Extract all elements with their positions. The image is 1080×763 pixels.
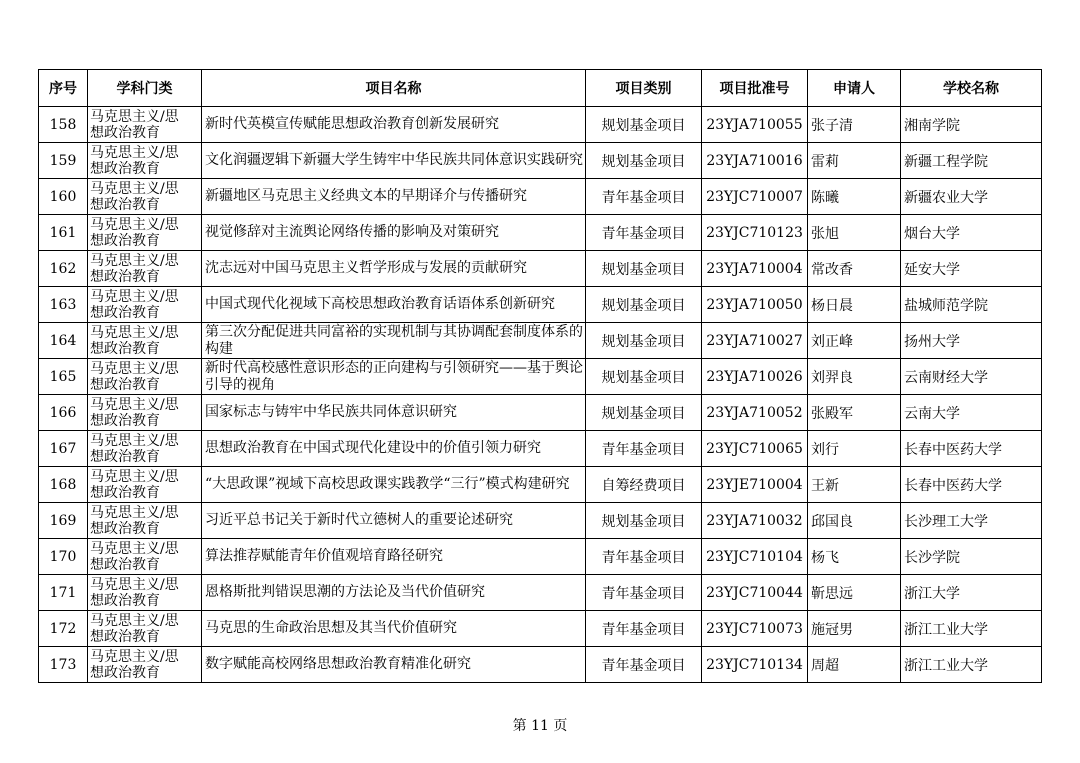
project-name: 习近平总书记关于新时代立德树人的重要论述研究 [202,503,586,539]
subject-line-1: 马克思主义/思 [90,360,179,377]
subject-category [88,431,202,467]
subject-line-2: 想政治教育 [90,484,160,501]
header-applicant: 申请人 [808,70,901,107]
approval-code: 23YJA710050 [702,287,808,323]
school-name: 扬州大学 [901,323,1042,359]
header-school: 学校名称 [901,70,1042,107]
row-number: 165 [39,359,88,395]
subject-category [88,395,202,431]
applicant: 张殿军 [808,395,901,431]
approval-code: 23YJC710007 [702,179,808,215]
project-type: 青年基金项目 [586,575,702,611]
table-row [39,647,1042,683]
applicant: 陈曦 [808,179,901,215]
applicant: 施冠男 [808,611,901,647]
school-name: 云南财经大学 [901,359,1042,395]
table-header-row [39,70,1042,107]
subject-line-2: 想政治教育 [90,268,160,285]
subject-line-1: 马克思主义/思 [90,612,179,629]
subject-line-2: 想政治教育 [90,628,160,645]
project-name: 新时代高校感性意识形态的正向建构与引领研究——基于舆论引导的视角 [202,359,586,395]
subject-line-1: 马克思主义/思 [90,144,179,161]
subject-line-2: 想政治教育 [90,160,160,177]
school-name: 长春中医药大学 [901,431,1042,467]
applicant: 王新 [808,467,901,503]
table-row [39,287,1042,323]
applicant: 杨日晨 [808,287,901,323]
table-body [39,107,1042,683]
approval-code: 23YJA710052 [702,395,808,431]
approval-code: 23YJC710104 [702,539,808,575]
school-name: 长沙学院 [901,539,1042,575]
subject-line-2: 想政治教育 [90,304,160,321]
header-project-name: 项目名称 [202,70,586,107]
project-type: 规划基金项目 [586,107,702,143]
subject-category [88,143,202,179]
row-number: 173 [39,647,88,683]
project-type: 规划基金项目 [586,287,702,323]
subject-category [88,503,202,539]
subject-category [88,647,202,683]
subject-category [88,575,202,611]
subject-line-2: 想政治教育 [90,232,160,249]
subject-category [88,323,202,359]
subject-line-1: 马克思主义/思 [90,180,179,197]
subject-category [88,611,202,647]
table-row [39,215,1042,251]
subject-category [88,179,202,215]
row-number: 158 [39,107,88,143]
row-number: 163 [39,287,88,323]
applicant: 杨飞 [808,539,901,575]
subject-category [88,539,202,575]
project-name: 思想政治教育在中国式现代化建设中的价值引领力研究 [202,431,586,467]
school-name: 云南大学 [901,395,1042,431]
project-type: 规划基金项目 [586,143,702,179]
table-row [39,467,1042,503]
applicant: 雷莉 [808,143,901,179]
approval-code: 23YJE710004 [702,467,808,503]
applicant: 张旭 [808,215,901,251]
row-number: 166 [39,395,88,431]
subject-line-1: 马克思主义/思 [90,216,179,233]
subject-category [88,467,202,503]
project-name: “大思政课”视域下高校思政课实践教学“三行”模式构建研究 [202,467,586,503]
project-type: 规划基金项目 [586,395,702,431]
row-number: 160 [39,179,88,215]
approval-code: 23YJC710123 [702,215,808,251]
table-row [39,575,1042,611]
project-type: 规划基金项目 [586,251,702,287]
table-row [39,431,1042,467]
subject-line-2: 想政治教育 [90,664,160,681]
project-type: 青年基金项目 [586,539,702,575]
table-row [39,107,1042,143]
applicant: 刘正峰 [808,323,901,359]
approval-code: 23YJC710134 [702,647,808,683]
applicant: 邱国良 [808,503,901,539]
table-row [39,503,1042,539]
subject-line-1: 马克思主义/思 [90,540,179,557]
table-row [39,359,1042,395]
subject-line-2: 想政治教育 [90,124,160,141]
school-name: 延安大学 [901,251,1042,287]
row-number: 159 [39,143,88,179]
subject-line-1: 马克思主义/思 [90,252,179,269]
school-name: 长沙理工大学 [901,503,1042,539]
subject-line-1: 马克思主义/思 [90,504,179,521]
school-name: 浙江工业大学 [901,611,1042,647]
approval-code: 23YJA710016 [702,143,808,179]
row-number: 168 [39,467,88,503]
subject-line-1: 马克思主义/思 [90,648,179,665]
project-type: 青年基金项目 [586,179,702,215]
applicant: 靳思远 [808,575,901,611]
subject-line-2: 想政治教育 [90,592,160,609]
school-name: 新疆农业大学 [901,179,1042,215]
project-name: 第三次分配促进共同富裕的实现机制与其协调配套制度体系的构建 [202,323,586,359]
project-type: 规划基金项目 [586,359,702,395]
project-name: 马克思的生命政治思想及其当代价值研究 [202,611,586,647]
row-number: 172 [39,611,88,647]
subject-line-1: 马克思主义/思 [90,432,179,449]
subject-line-2: 想政治教育 [90,448,160,465]
table-row [39,539,1042,575]
project-type: 青年基金项目 [586,647,702,683]
project-name: 国家标志与铸牢中华民族共同体意识研究 [202,395,586,431]
school-name: 长春中医药大学 [901,467,1042,503]
project-name: 中国式现代化视域下高校思想政治教育话语体系创新研究 [202,287,586,323]
school-name: 新疆工程学院 [901,143,1042,179]
project-type: 自筹经费项目 [586,467,702,503]
row-number: 167 [39,431,88,467]
school-name: 浙江工业大学 [901,647,1042,683]
table-row [39,611,1042,647]
subject-line-1: 马克思主义/思 [90,576,179,593]
project-table [38,69,1042,683]
subject-category [88,107,202,143]
approval-code: 23YJA710004 [702,251,808,287]
row-number: 169 [39,503,88,539]
subject-line-2: 想政治教育 [90,376,160,393]
applicant: 刘行 [808,431,901,467]
row-number: 161 [39,215,88,251]
subject-line-1: 马克思主义/思 [90,396,179,413]
approval-code: 23YJA710026 [702,359,808,395]
approval-code: 23YJA710027 [702,323,808,359]
project-type: 青年基金项目 [586,215,702,251]
table-row [39,143,1042,179]
subject-line-2: 想政治教育 [90,556,160,573]
applicant: 刘羿良 [808,359,901,395]
applicant: 周超 [808,647,901,683]
subject-line-2: 想政治教育 [90,520,160,537]
table-row [39,179,1042,215]
applicant: 常改香 [808,251,901,287]
table-row [39,395,1042,431]
row-number: 171 [39,575,88,611]
subject-category [88,359,202,395]
project-type: 规划基金项目 [586,323,702,359]
project-name: 沈志远对中国马克思主义哲学形成与发展的贡献研究 [202,251,586,287]
project-type: 青年基金项目 [586,611,702,647]
school-name: 烟台大学 [901,215,1042,251]
table-row [39,251,1042,287]
row-number: 170 [39,539,88,575]
project-name: 新疆地区马克思主义经典文本的早期译介与传播研究 [202,179,586,215]
project-name: 算法推荐赋能青年价值观培育路径研究 [202,539,586,575]
school-name: 湘南学院 [901,107,1042,143]
header-subject: 学科门类 [88,70,202,107]
approval-code: 23YJA710032 [702,503,808,539]
table-row [39,323,1042,359]
subject-line-2: 想政治教育 [90,412,160,429]
approval-code: 23YJC710065 [702,431,808,467]
subject-category [88,287,202,323]
project-name: 恩格斯批判错误思潮的方法论及当代价值研究 [202,575,586,611]
page-number: 第 11 页 [512,718,568,734]
subject-line-1: 马克思主义/思 [90,108,179,125]
header-no: 序号 [39,70,88,107]
header-project-type: 项目类别 [586,70,702,107]
row-number: 162 [39,251,88,287]
applicant: 张子清 [808,107,901,143]
project-name: 文化润疆逻辑下新疆大学生铸牢中华民族共同体意识实践研究 [202,143,586,179]
project-name: 数字赋能高校网络思想政治教育精准化研究 [202,647,586,683]
project-name: 新时代英模宣传赋能思想政治教育创新发展研究 [202,107,586,143]
row-number: 164 [39,323,88,359]
subject-line-1: 马克思主义/思 [90,324,179,341]
subject-line-2: 想政治教育 [90,196,160,213]
header-approval-code: 项目批准号 [702,70,808,107]
subject-category [88,215,202,251]
subject-line-1: 马克思主义/思 [90,288,179,305]
project-type: 青年基金项目 [586,431,702,467]
approval-code: 23YJC710073 [702,611,808,647]
project-name: 视觉修辞对主流舆论网络传播的影响及对策研究 [202,215,586,251]
subject-line-1: 马克思主义/思 [90,468,179,485]
subject-category [88,251,202,287]
subject-line-2: 想政治教育 [90,340,160,357]
approval-code: 23YJC710044 [702,575,808,611]
school-name: 浙江大学 [901,575,1042,611]
project-type: 规划基金项目 [586,503,702,539]
approval-code: 23YJA710055 [702,107,808,143]
school-name: 盐城师范学院 [901,287,1042,323]
